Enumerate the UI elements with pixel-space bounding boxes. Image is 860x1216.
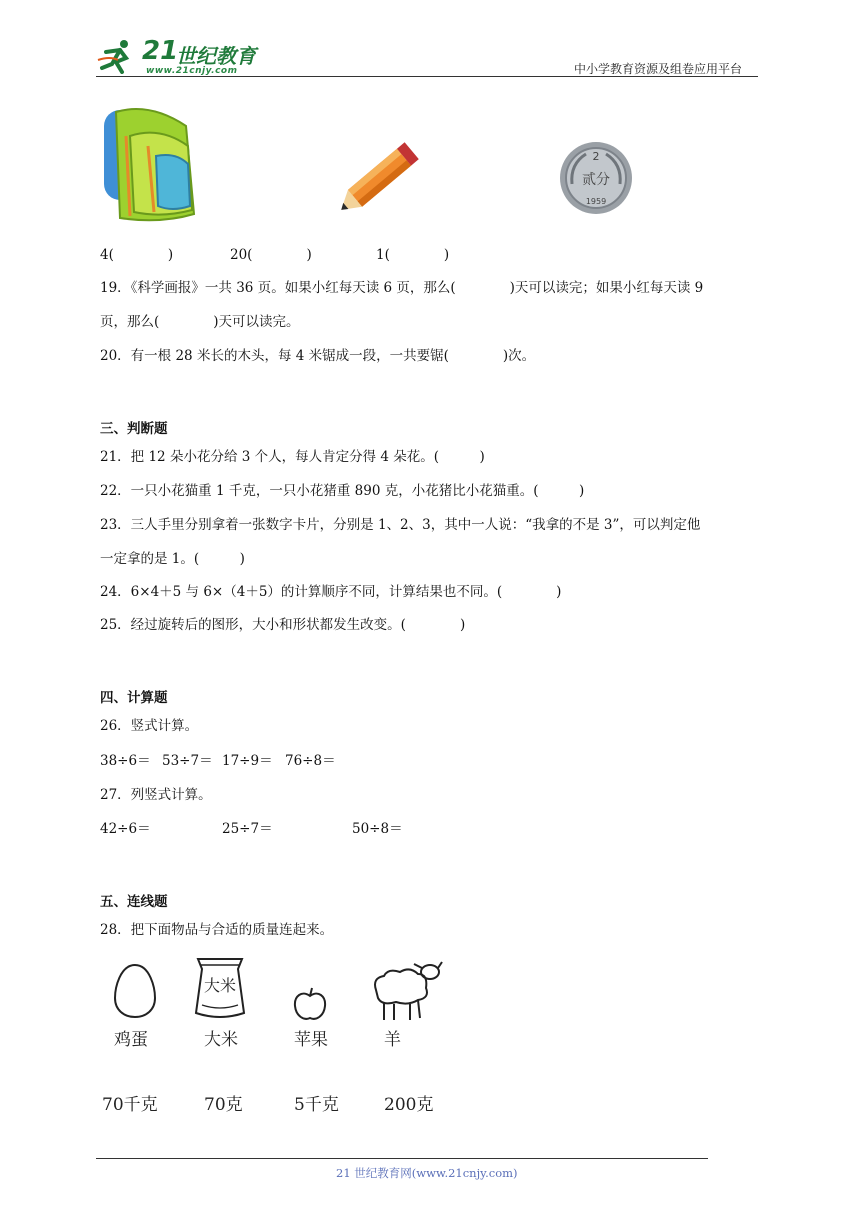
q26-item: 38÷6＝ — [100, 753, 151, 769]
section5-title: 五、连线题 — [100, 894, 168, 910]
coin-image — [556, 140, 636, 216]
footer-text[interactable]: 21 世纪教育网(www.21cnjy.com) — [336, 1166, 518, 1180]
section4-title: 四、计算题 — [100, 690, 168, 706]
header-rule — [96, 76, 758, 77]
q19-line1: 19．《科学画报》一共 36 页。如果小红每天读 6 页，那么( )天可以读完；如果小红每天读 9 — [100, 280, 704, 296]
item-label-apple: 苹果 — [294, 1030, 328, 1050]
logo-name: 世纪教育 — [176, 44, 256, 68]
q28-text: 28．把下面物品与合适的质量连起来。 — [100, 922, 334, 938]
sheep-icon — [368, 960, 444, 1022]
q27-item: 25÷7＝ — [222, 821, 273, 837]
runner-icon — [96, 38, 138, 74]
coin-name: 贰分 — [582, 172, 610, 188]
pencil-image — [328, 134, 428, 224]
q27-item: 50÷8＝ — [352, 821, 403, 837]
q18-answer-pencil[interactable]: 20( ) — [230, 247, 312, 263]
q24-text: 24．6×4＋5 与 6×（4＋5）的计算顺序不同，计算结果也不同。( ) — [100, 584, 562, 600]
bag-label: 大米 — [203, 976, 237, 995]
logo-url: www.21cnjy.com — [146, 66, 238, 76]
q27-text: 27．列竖式计算。 — [100, 787, 212, 803]
mass-option[interactable]: 70克 — [204, 1095, 243, 1115]
q22-text: 22．一只小花猫重 1 千克，一只小花猪重 890 克，小花猪比小花猫重。( ) — [100, 483, 585, 499]
platform-name: 中小学教育资源及组卷应用平台 — [574, 62, 743, 76]
backpack-image — [100, 106, 200, 222]
q18-answer-backpack[interactable]: 4( ) — [100, 247, 174, 263]
q19-line2: 页，那么( )天可以读完。 — [100, 314, 300, 330]
q20-text: 20．有一根 28 米长的木头，每 4 米锯成一段，一共要锯( )次。 — [100, 348, 536, 364]
q23-line2: 一定拿的是 1。( ) — [100, 551, 245, 567]
coin-value: 2 — [592, 150, 600, 163]
q26-item: 76÷8＝ — [285, 753, 336, 769]
egg-icon — [112, 962, 158, 1020]
item-label-rice: 大米 — [204, 1030, 238, 1050]
q26-item: 17÷9＝ — [222, 753, 273, 769]
item-label-egg: 鸡蛋 — [114, 1030, 148, 1050]
coin-year: 1959 — [585, 197, 607, 206]
footer-rule — [96, 1158, 708, 1159]
q27-item: 42÷6＝ — [100, 821, 151, 837]
q23-line1: 23．三人手里分别拿着一张数字卡片，分别是 1、2、3，其中一人说：“我拿的不是 3”，可以判定他 — [100, 517, 701, 533]
q25-text: 25．经过旋转后的图形，大小和形状都发生改变。( ) — [100, 617, 466, 633]
apple-icon — [292, 986, 328, 1022]
site-logo — [96, 36, 266, 76]
q26-item: 53÷7＝ — [162, 753, 213, 769]
q21-text: 21．把 12 朵小花分给 3 个人，每人肯定分得 4 朵花。( ) — [100, 449, 485, 465]
q26-text: 26．竖式计算。 — [100, 718, 199, 734]
q18-answer-coin[interactable]: 1( ) — [376, 247, 450, 263]
section3-title: 三、判断题 — [100, 421, 168, 437]
rice-bag-icon — [192, 955, 248, 1021]
item-label-sheep: 羊 — [384, 1030, 401, 1050]
logo-number: 21 — [142, 36, 179, 66]
mass-option[interactable]: 200克 — [384, 1095, 434, 1115]
mass-option[interactable]: 5千克 — [294, 1095, 339, 1115]
mass-option[interactable]: 70千克 — [102, 1095, 158, 1115]
